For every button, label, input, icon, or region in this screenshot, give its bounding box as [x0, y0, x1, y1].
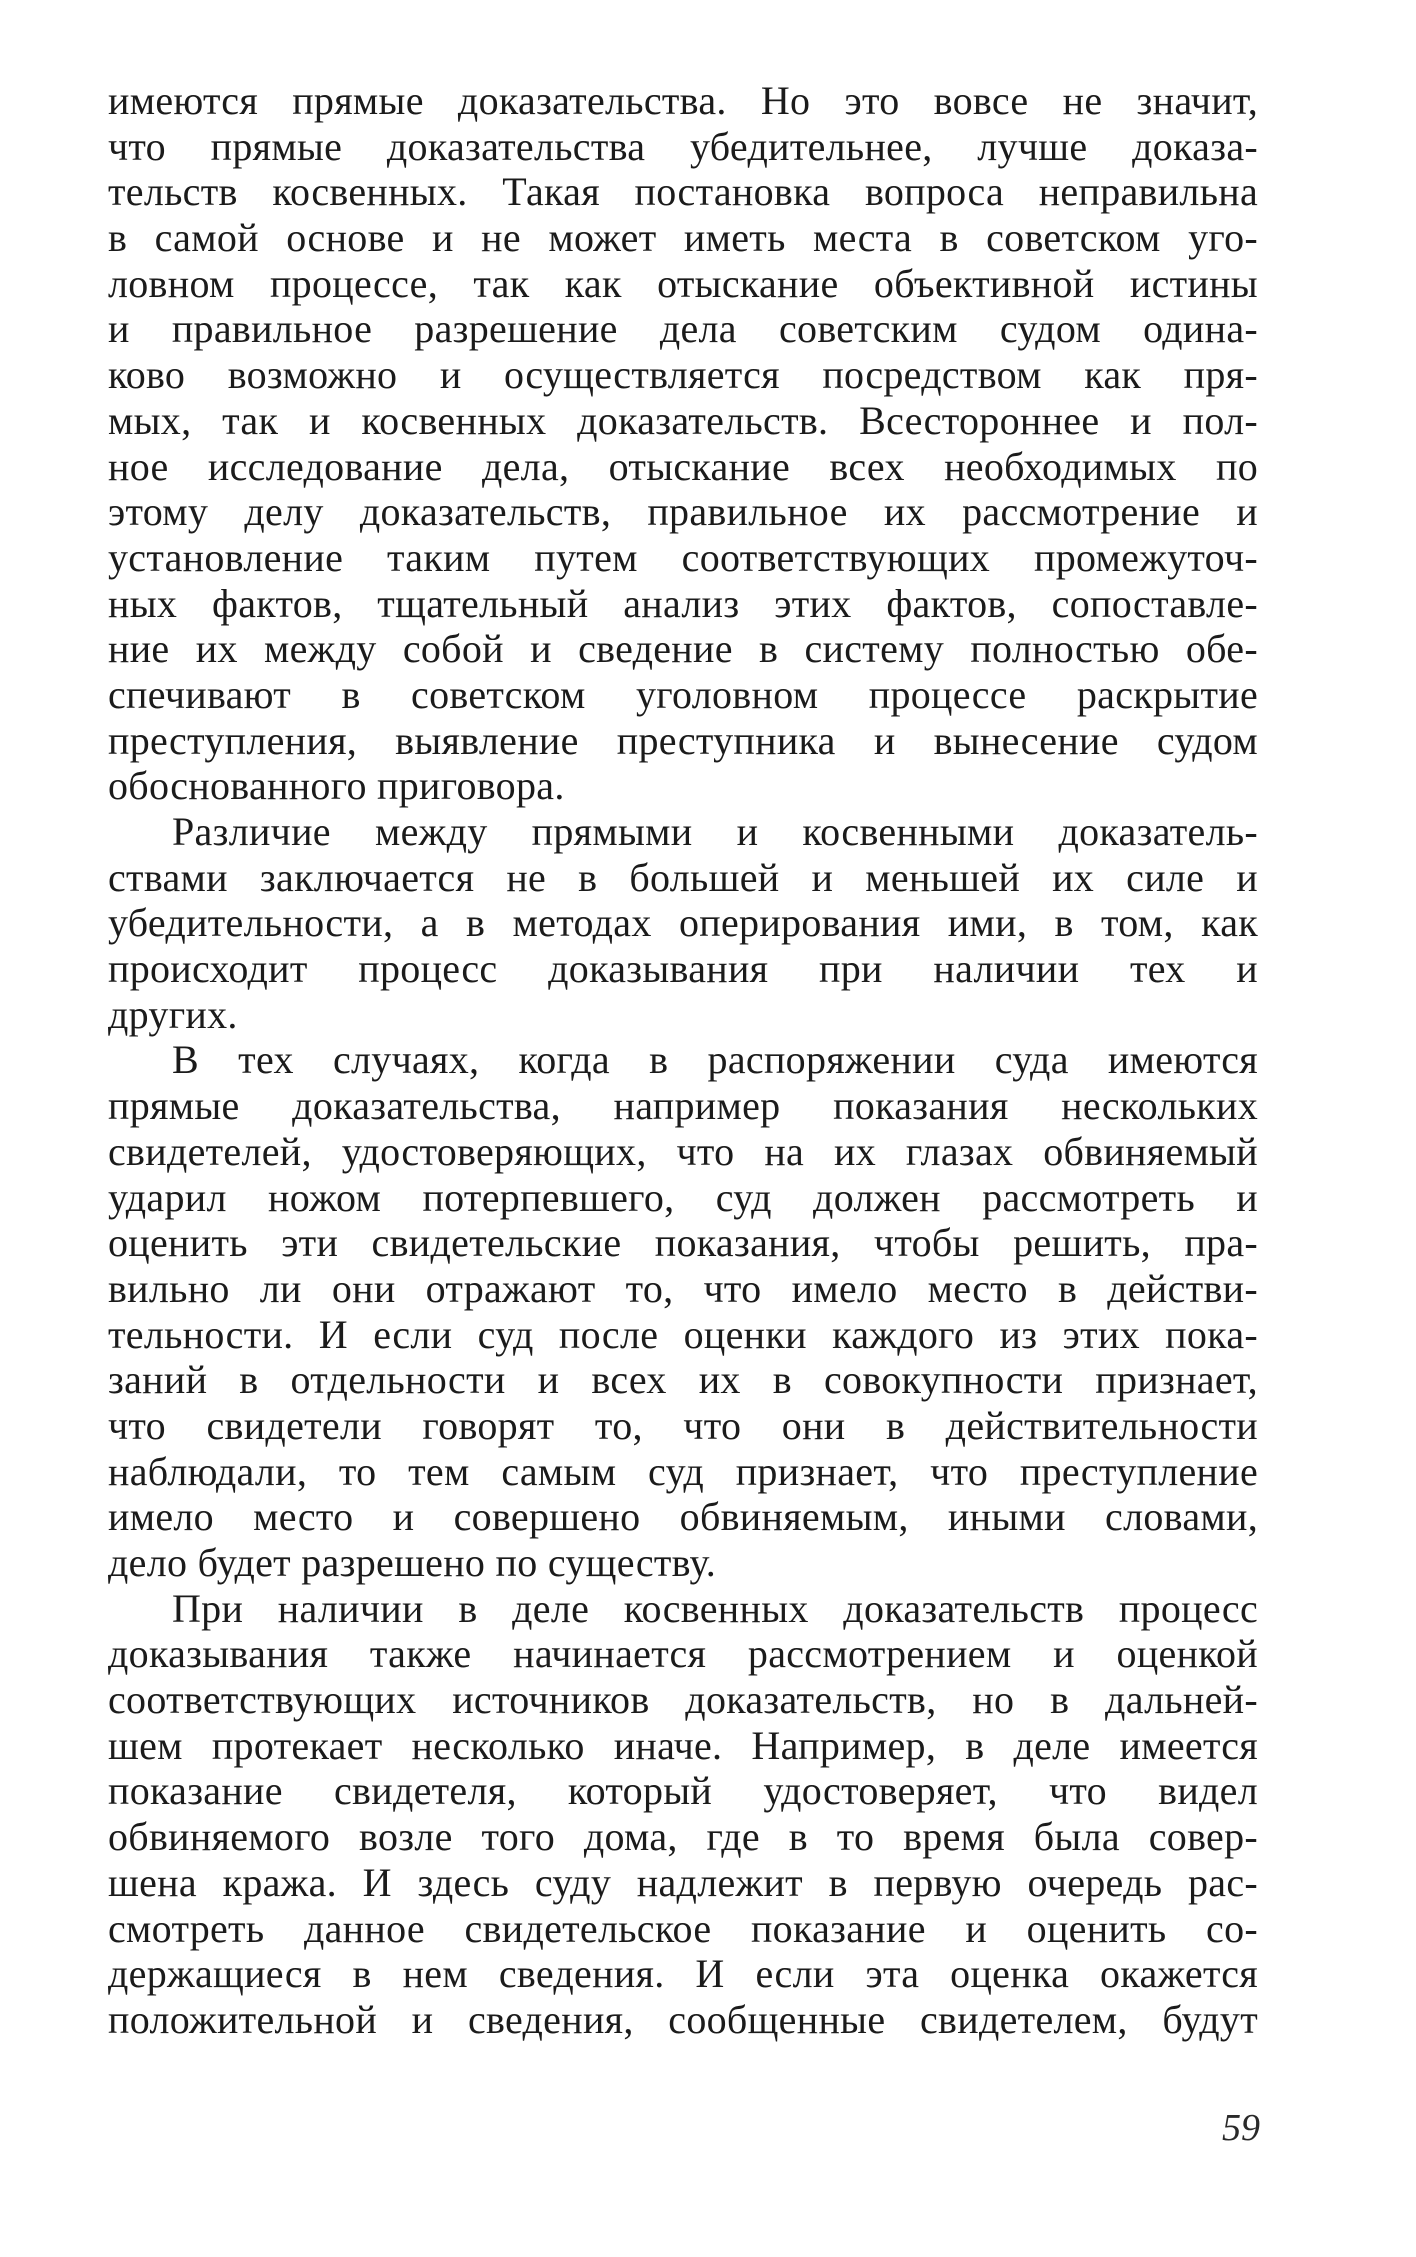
page-number: 59	[1222, 2107, 1260, 2149]
paragraph-1	[108, 78, 1258, 809]
text-line: В тех случаях, когда в распоряжении суда имеются	[172, 1037, 1258, 1083]
text-line: обвиняемого возле того дома, где в то время была совер-	[108, 1814, 1258, 1860]
text-line: ных фактов, тщательный анализ этих фактов, сопоставле-	[108, 580, 1258, 626]
paragraph-3	[108, 1037, 1258, 1585]
page-body	[108, 78, 1258, 2042]
text-line: смотреть данное свидетельское показание и оценить со-	[108, 1905, 1258, 1951]
text-line: ние их между собой и сведение в систему полностью обе-	[108, 626, 1258, 672]
text-line: Различие между прямыми и косвенными доказатель-	[172, 809, 1258, 854]
text-line: ударил ножом потерпевшего, суд должен рассмотреть и	[108, 1174, 1258, 1220]
text-line: других.	[108, 991, 238, 1037]
text-line: показание свидетеля, который удостоверяет, что видел	[108, 1768, 1258, 1814]
text-line: установление таким путем соответствующих промежуточ-	[108, 534, 1258, 580]
text-line: этому делу доказательств, правильное их рассмотрение и	[108, 489, 1258, 535]
text-line: оценить эти свидетельские показания, чтобы решить, пра-	[108, 1220, 1258, 1266]
text-line: заний в отдельности и всех их в совокупности признает,	[108, 1357, 1258, 1403]
text-line: ное исследование дела, отыскание всех необходимых по	[108, 443, 1258, 489]
text-line: дело будет разрешено по существу.	[108, 1540, 717, 1585]
text-line: в самой основе и не может иметь места в советском уго-	[108, 215, 1258, 261]
text-line: вильно ли они отражают то, что имело место в действи-	[108, 1265, 1258, 1311]
text-line: наблюдали, то тем самым суд признает, что преступление	[108, 1448, 1258, 1494]
text-line: мых, так и косвенных доказательств. Всестороннее и пол-	[108, 397, 1258, 443]
text-line: что прямые доказательства убедительнее, лучше доказа-	[108, 123, 1258, 169]
text-line: ствами заключается не в большей и меньшей их силе и	[108, 854, 1258, 900]
text-line: что свидетели говорят то, что они в действительности	[108, 1402, 1258, 1448]
text-line: держащиеся в нем сведения. И если эта оценка окажется	[108, 1951, 1258, 1997]
text-line: спечивают в советском уголовном процессе раскрытие	[108, 671, 1258, 717]
text-line: тельств косвенных. Такая постановка вопроса неправильна	[108, 169, 1258, 215]
text-line: При наличии в деле косвенных доказательств процесс	[172, 1585, 1258, 1631]
text-line: имело место и совершено обвиняемым, иными словами,	[108, 1494, 1258, 1540]
text-line: ловном процессе, так как отыскание объективной истины	[108, 260, 1258, 306]
text-line: прямые доказательства, например показания нескольких	[108, 1083, 1258, 1129]
text-line: имеются прямые доказательства. Но это вовсе не значит,	[108, 78, 1258, 123]
text-line: ково возможно и осуществляется посредством как пря-	[108, 352, 1258, 398]
text-line: происходит процесс доказывания при наличии тех и	[108, 946, 1258, 992]
text-line: и правильное разрешение дела советским судом одина-	[108, 306, 1258, 352]
text-line: соответствующих источников доказательств, но в дальней-	[108, 1677, 1258, 1723]
text-line: свидетелей, удостоверяющих, что на их глазах обвиняемый	[108, 1128, 1258, 1174]
text-line: обоснованного приговора.	[108, 763, 565, 809]
text-line: доказывания также начинается рассмотрением и оценкой	[108, 1631, 1258, 1677]
text-line: шем протекает несколько иначе. Например, в деле имеется	[108, 1722, 1258, 1768]
text-line: преступления, выявление преступника и вынесение судом	[108, 717, 1258, 763]
paragraph-4	[108, 1586, 1258, 2043]
text-line: положительной и сведения, сообщенные свидетелем, будут	[108, 1996, 1258, 2042]
text-line: тельности. И если суд после оценки каждого из этих пока-	[108, 1311, 1258, 1357]
text-line: шена кража. И здесь суду надлежит в первую очередь рас-	[108, 1859, 1258, 1905]
paragraph-2	[108, 809, 1258, 1037]
text-line: убедительности, а в методах оперирования ими, в том, как	[108, 900, 1258, 946]
